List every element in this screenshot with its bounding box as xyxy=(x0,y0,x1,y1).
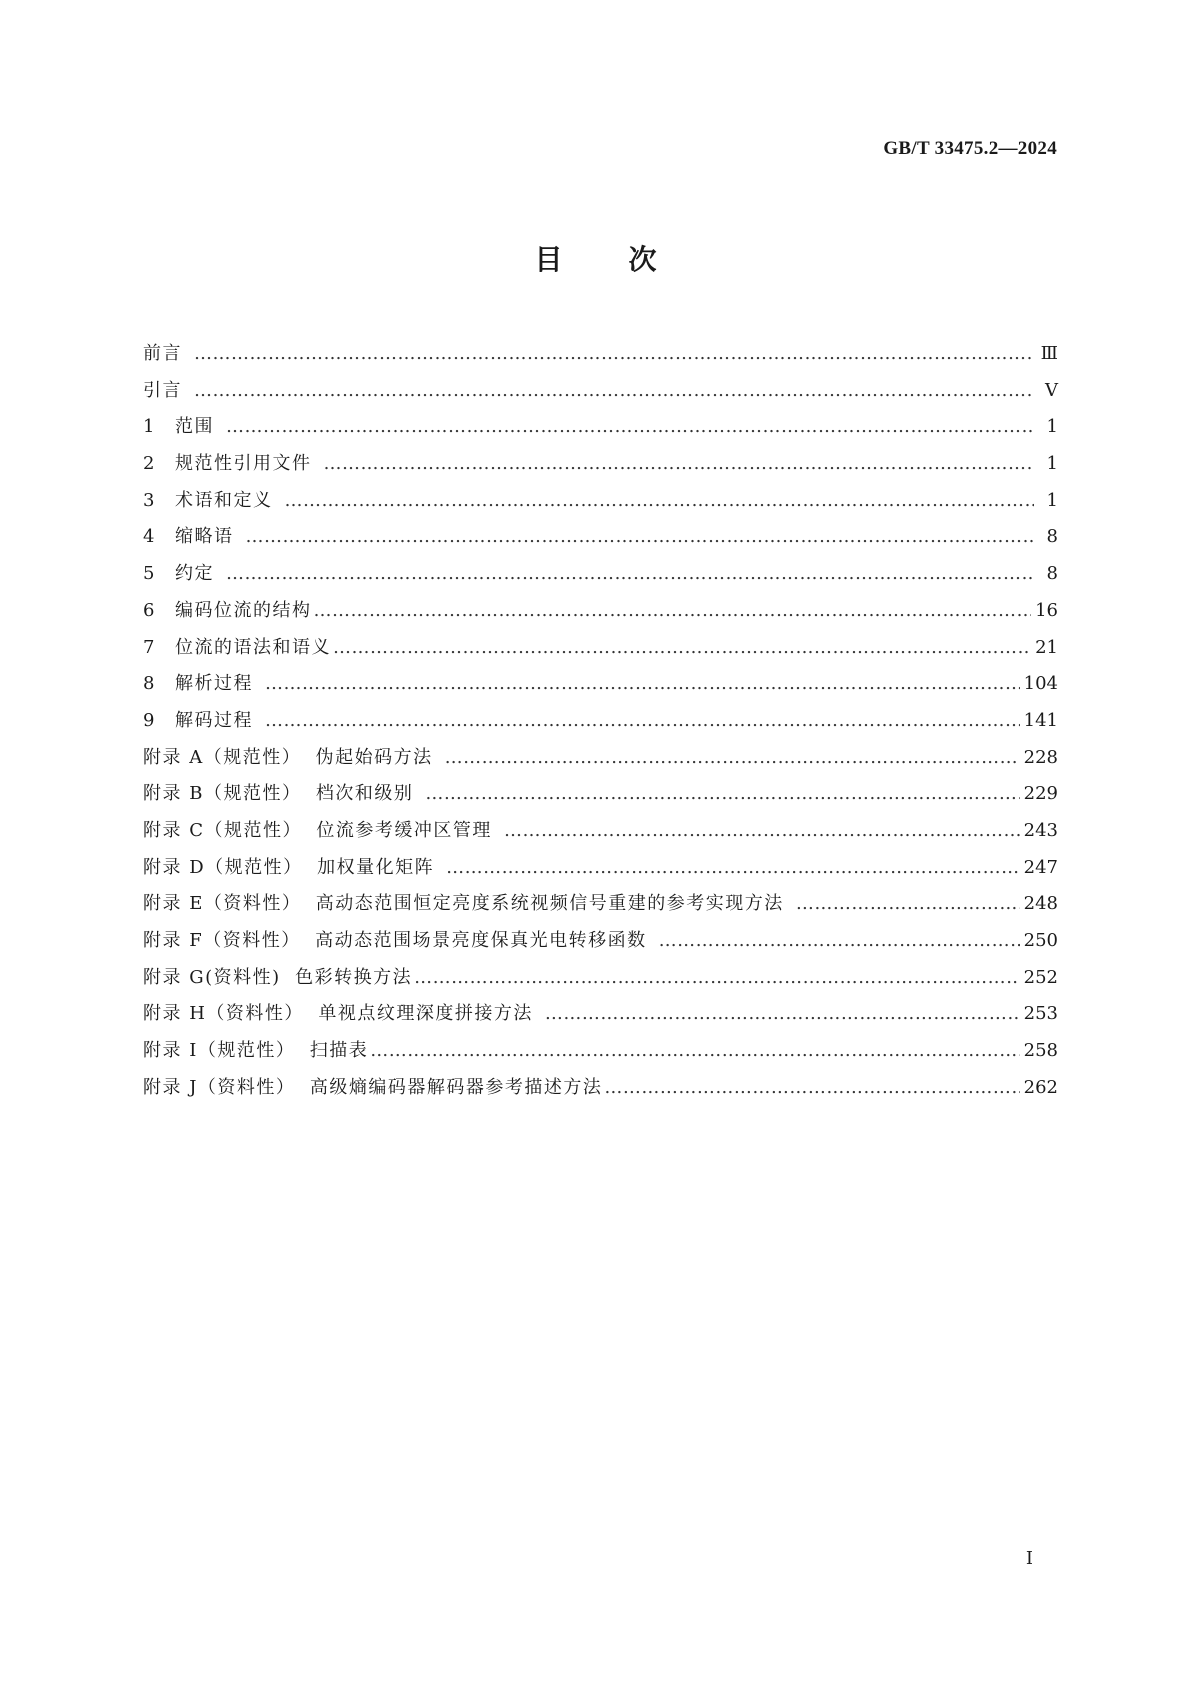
toc-leader-dots xyxy=(226,409,1034,446)
toc-entry-page: 262 xyxy=(1023,1076,1058,1098)
toc-entry-page: 258 xyxy=(1023,1040,1058,1062)
toc-entry-number: 8 xyxy=(143,673,155,695)
toc-entry-number: 9 xyxy=(143,709,155,731)
toc-entry-8[interactable] xyxy=(143,666,1058,703)
toc-entry-7[interactable] xyxy=(143,630,1058,667)
toc-entry-number: 4 xyxy=(143,526,155,548)
toc-leader-dots xyxy=(446,850,1020,887)
toc-leader-dots xyxy=(659,923,1020,960)
toc-entry-number: 6 xyxy=(143,599,155,621)
toc-leader-dots xyxy=(265,666,1020,703)
toc-entry-label: 附录 F（资料性） 高动态范围场景亮度保真光电转移函数 xyxy=(143,930,647,951)
toc-entry-label: 附录 C（规范性） 位流参考缓冲区管理 xyxy=(143,819,492,841)
toc-entry-annex-g[interactable] xyxy=(143,960,1058,997)
toc-entry-label: 前言 xyxy=(143,343,182,364)
toc-leader-dots xyxy=(324,446,1035,483)
toc-leader-dots xyxy=(445,740,1020,777)
toc-entry-page: 228 xyxy=(1023,746,1058,768)
toc-entry-page: 229 xyxy=(1023,783,1058,805)
toc-entry-4[interactable] xyxy=(143,519,1058,556)
toc-entry-label: 约定 xyxy=(175,563,214,585)
toc-leader-dots xyxy=(333,630,1031,667)
toc-entry-page: 1 xyxy=(1046,453,1058,475)
page-number: I xyxy=(1025,1548,1033,1569)
standard-code: GB/T 33475.2—2024 xyxy=(883,138,1057,159)
toc-entry-annex-i[interactable] xyxy=(143,1033,1058,1070)
toc-leader-dots xyxy=(285,483,1035,520)
toc-leader-dots xyxy=(504,813,1020,850)
toc-entry-page: 1 xyxy=(1046,489,1058,511)
toc-entry-page: 8 xyxy=(1046,563,1058,585)
toc-entry-annex-a[interactable] xyxy=(143,740,1058,777)
toc-entry-page: 247 xyxy=(1023,856,1058,878)
toc-entry-page: 8 xyxy=(1046,526,1058,548)
toc-entry-label: 术语和定义 xyxy=(175,489,273,511)
toc-entry-page: 1 xyxy=(1046,416,1058,438)
toc-entry-page: 141 xyxy=(1023,709,1058,731)
toc-entry-annex-j[interactable] xyxy=(143,1070,1058,1107)
toc-entry-3[interactable] xyxy=(143,483,1058,520)
toc-entry-1[interactable] xyxy=(143,409,1058,446)
toc-entry-page: Ⅴ xyxy=(1045,379,1058,401)
toc-leader-dots xyxy=(604,1070,1019,1107)
toc-entry-label: 缩略语 xyxy=(175,526,234,548)
toc-list xyxy=(143,336,1058,1106)
toc-entry-9[interactable] xyxy=(143,703,1058,740)
toc-entry-number: 7 xyxy=(143,636,155,658)
toc-leader-dots xyxy=(194,373,1034,410)
toc-entry-label: 附录 H（资料性） 单视点纹理深度拼接方法 xyxy=(143,1003,533,1025)
toc-entry-page: 252 xyxy=(1023,966,1058,988)
toc-leader-dots xyxy=(545,996,1020,1033)
toc-entry-number: 1 xyxy=(143,416,155,438)
toc-entry-annex-b[interactable] xyxy=(143,776,1058,813)
toc-entry-label: 引言 xyxy=(143,379,182,401)
toc-entry-label: 范围 xyxy=(175,416,214,438)
toc-leader-dots xyxy=(796,886,1020,923)
toc-entry-6[interactable] xyxy=(143,593,1058,630)
toc-entry-label: 附录 I（规范性） 扫描表 xyxy=(143,1040,369,1062)
toc-entry-page: 243 xyxy=(1023,819,1058,841)
toc-entry-label: 解析过程 xyxy=(175,673,253,695)
toc-entry-page: 16 xyxy=(1035,599,1058,621)
toc-leader-dots xyxy=(370,1033,1019,1070)
toc-entry-label: 附录 A（规范性） 伪起始码方法 xyxy=(143,746,433,768)
toc-entry-label: 附录 B（规范性） 档次和级别 xyxy=(143,783,414,805)
toc-leader-dots xyxy=(226,556,1034,593)
toc-entry-page: Ⅲ xyxy=(1040,343,1058,364)
toc-entry-annex-d[interactable] xyxy=(143,850,1058,887)
toc-title: 目次 xyxy=(534,243,723,276)
toc-entry-label: 编码位流的结构 xyxy=(175,599,312,621)
toc-entry-page: 253 xyxy=(1023,1003,1058,1025)
toc-entry-page: 21 xyxy=(1035,636,1058,658)
toc-leader-dots xyxy=(265,703,1020,740)
toc-entry-foreword[interactable] xyxy=(143,336,1058,373)
toc-leader-dots xyxy=(425,776,1019,813)
toc-leader-dots xyxy=(314,593,1032,630)
toc-entry-page: 248 xyxy=(1023,893,1058,915)
toc-entry-introduction[interactable] xyxy=(143,373,1058,410)
toc-entry-label: 规范性引用文件 xyxy=(175,453,312,475)
toc-leader-dots xyxy=(246,519,1035,556)
toc-entry-label: 位流的语法和语义 xyxy=(175,636,331,658)
toc-entry-annex-h[interactable] xyxy=(143,996,1058,1033)
toc-entry-label: 附录 D（规范性） 加权量化矩阵 xyxy=(143,856,435,878)
toc-entry-label: 附录 G(资料性) 色彩转换方法 xyxy=(143,966,413,988)
toc-leader-dots xyxy=(414,960,1020,997)
toc-entry-number: 3 xyxy=(143,489,155,511)
toc-entry-number: 5 xyxy=(143,563,155,585)
toc-entry-label: 附录 J（资料性） 高级熵编码器解码器参考描述方法 xyxy=(143,1076,603,1098)
toc-entry-label: 附录 E（资料性） 高动态范围恒定亮度系统视频信号重建的参考实现方法 xyxy=(143,893,784,915)
toc-entry-annex-e[interactable] xyxy=(143,886,1058,923)
toc-entry-annex-f[interactable] xyxy=(143,923,1058,960)
toc-leader-dots xyxy=(194,336,1034,373)
toc-entry-label: 解码过程 xyxy=(175,709,253,731)
toc-entry-page: 104 xyxy=(1023,673,1058,695)
toc-entry-annex-c[interactable] xyxy=(143,813,1058,850)
toc-entry-page: 250 xyxy=(1023,930,1058,951)
toc-entry-5[interactable] xyxy=(143,556,1058,593)
toc-entry-number: 2 xyxy=(143,453,155,475)
toc-entry-2[interactable] xyxy=(143,446,1058,483)
